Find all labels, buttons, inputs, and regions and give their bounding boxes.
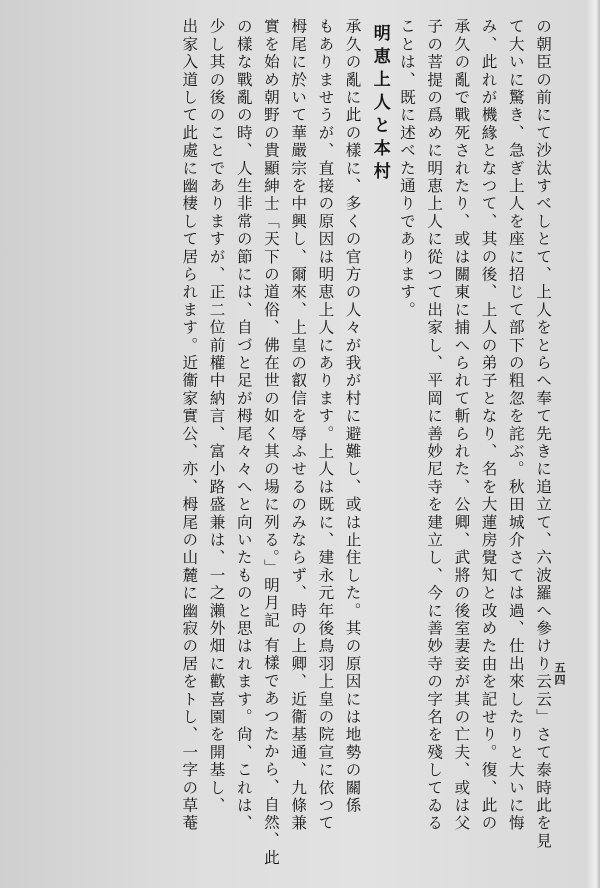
text-column: の朝臣の前にて沙汰すべしとて、上人をとらへ奉て先きに追立て、六波羅へ參けり云云」さて泰時此を見	[534, 18, 552, 850]
text-column: 少し其の後のことでありますが、正二位前權中納言、富小路盛兼は、一之瀨外畑に歡喜園を開基し、	[207, 18, 226, 815]
page-number: 五四	[553, 662, 566, 686]
text-column: み、此れが機緣となつて、其の後、上人の弟子となり、名を大蓮房覺知と改めた由を記せり。復、此の	[479, 18, 498, 833]
text-column: 承久の亂で戰死されたり、或は關東に捕へられて斬られた、公卿、武將の後室妻妾が其の亡夫、或は父	[452, 18, 471, 833]
text-column: 栂尾に於いて華嚴宗を中興し、爾來、上皇の叡信を辱ふせるのみならず、時の上卿、近衞基通、九條兼	[289, 18, 308, 833]
section-heading: 明恵上人と本村	[369, 24, 390, 185]
text-column: て大いに驚き、急ぎ上人を座に招じて部下の粗忽を詫ぶ。秋田城介さては過、仕出來したりと大いに悔	[506, 18, 525, 833]
text-column: もありませうが、直接の原因は明恵上人にあります。上人は既に、建永元年後鳥羽上皇の院宣に依つて	[316, 18, 335, 833]
text-column: ことは、既に述べた通りであります。	[397, 18, 416, 319]
text-column: の樣な戰亂の時、人生非常の節には、自づと足が栂尾々々へと向いたものと思はれます。尙、これは、	[234, 18, 253, 833]
text-column: 子の菩提の爲めに明恵上人に從つて出家し、平岡に善妙尼寺を建立し、今に善妙寺の字名を殘してゐる	[425, 18, 444, 833]
text-column: 出家入道して此處に幽棲して居られます。近衞家實公、亦、栂尾の山麓に幽寂の居をトし、一字の草菴	[180, 18, 199, 833]
vertical-text-body	[34, 18, 556, 870]
page-edge	[586, 0, 600, 888]
text-column: 實を始め朝野の貴顯紳士「天下の道俗、佛在世の如く其の場に列る。」明月記 有樣であつたから、自然、此	[261, 18, 280, 867]
text-column: 承久の亂に此の樣に、多くの官方の人々が我が村に避難し、或は止住した。其の原因には地勢の關係	[343, 18, 362, 815]
